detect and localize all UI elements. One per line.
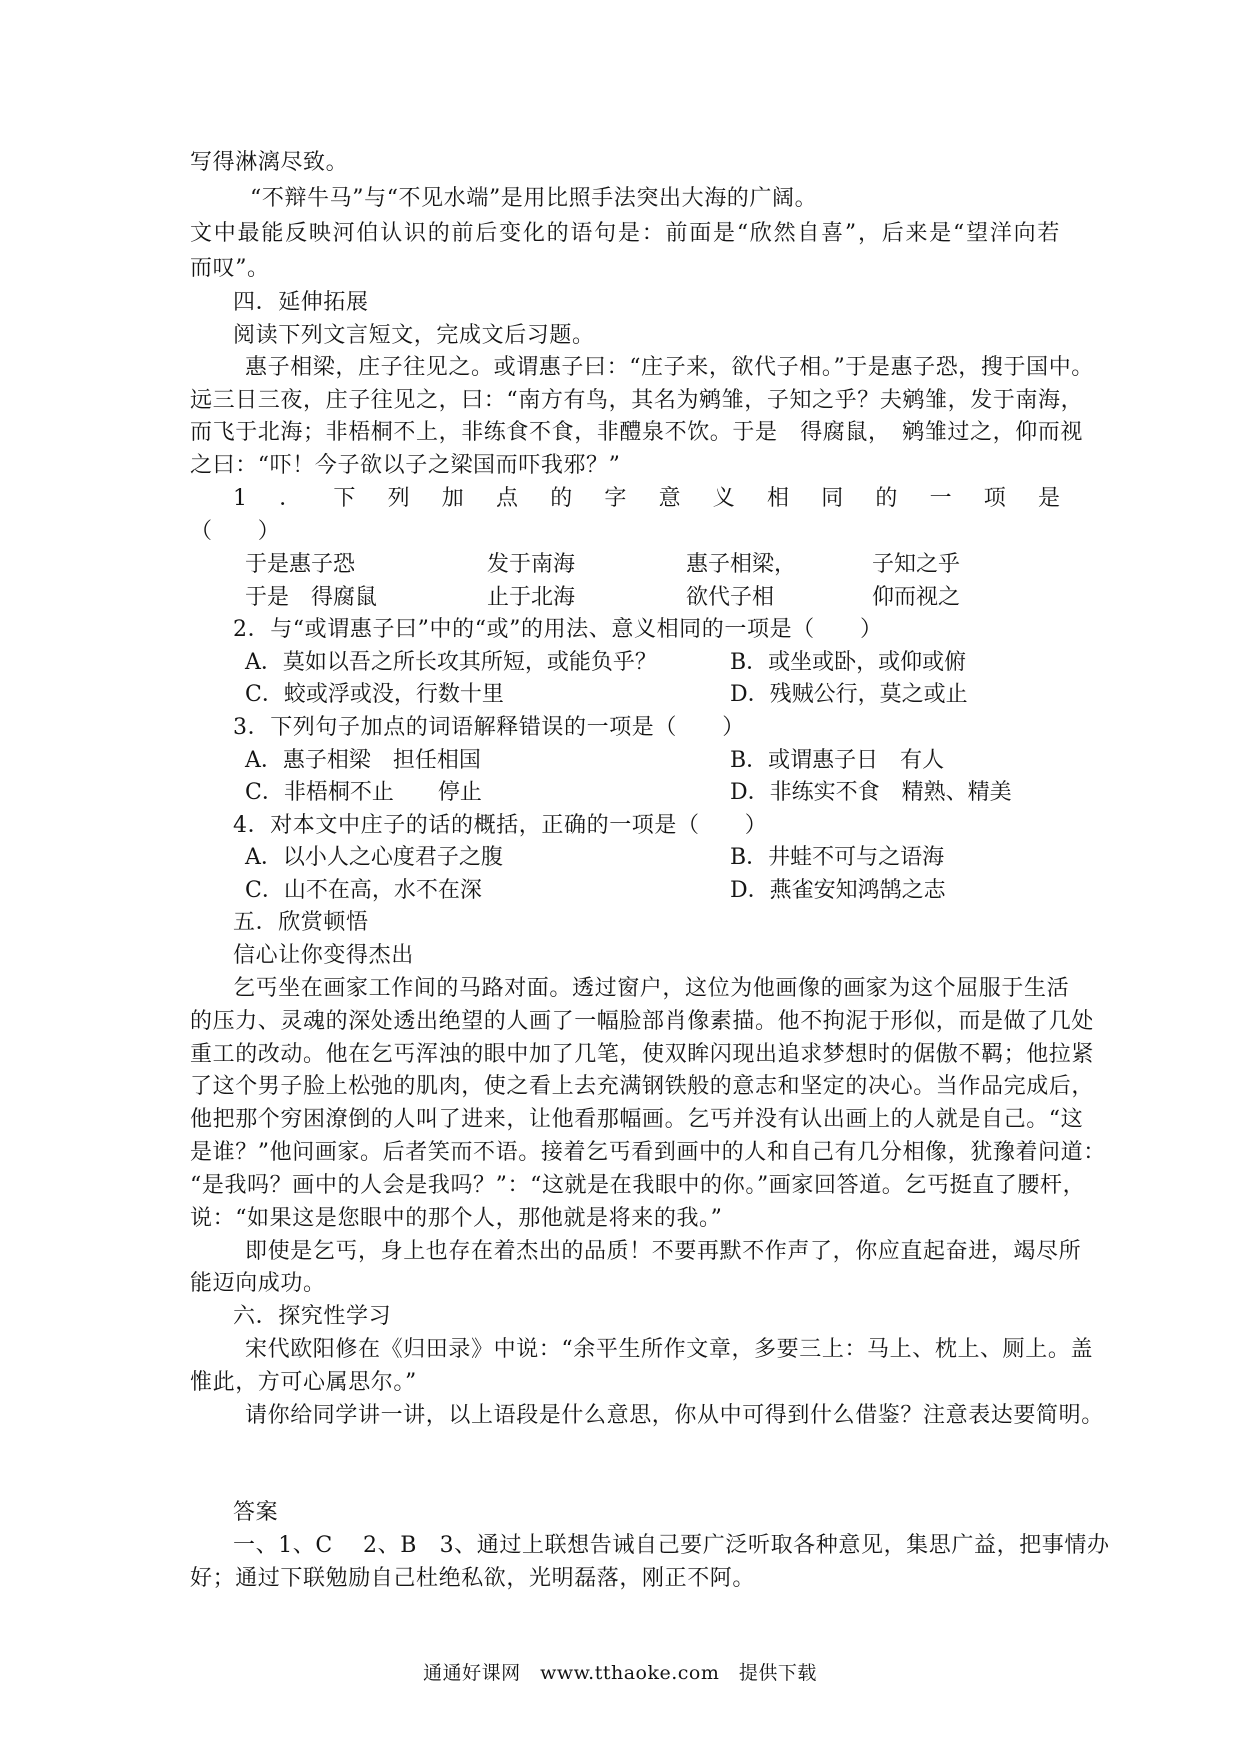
- q2-option-d: D．残贼公行，莫之或止: [730, 682, 968, 707]
- section-heading: 六．探究性学习: [233, 1304, 392, 1329]
- text-line: 乞丐坐在画家工作间的马路对面。透过窗户，这位为他画像的画家为这个屈服于生活: [233, 976, 1070, 1001]
- text-line: 请你给同学讲一讲，以上语段是什么意思，你从中可得到什么借鉴？注意表达要简明。: [245, 1403, 1104, 1428]
- question-3-stem: 3．下列句子加点的词语解释错误的一项是（ ）: [233, 715, 745, 740]
- article-title: 信心让你变得杰出: [233, 943, 414, 968]
- answers-heading: 答案: [233, 1500, 279, 1525]
- page-footer: 通通好课网 www.tthaoke.com 提供下载: [423, 1662, 817, 1684]
- text-line: 宋代欧阳修在《归田录》中说：“余平生所作文章，多要三上：马上、枕上、厕上。盖: [245, 1337, 1094, 1362]
- q1-option: 于是 得腐鼠: [245, 585, 378, 610]
- q1-option: 欲代子相: [686, 585, 775, 610]
- question-4-stem: 4．对本文中庄子的话的概括，正确的一项是（ ）: [233, 813, 768, 838]
- q3-option-c: C．非梧桐不止 停止: [245, 780, 482, 805]
- q2-option-a: A．莫如以吾之所长攻其所短，或能负乎？: [245, 650, 657, 675]
- text-line: 写得淋漓尽致。: [190, 150, 349, 175]
- section-heading: 四．延伸拓展: [233, 290, 369, 315]
- q3-option-a: A．惠子相梁 担任相国: [245, 748, 481, 773]
- q3-option-b: B．或谓惠子日 有人: [730, 748, 945, 773]
- q1-option: 止于北海: [487, 585, 576, 610]
- text-line: 他把那个穷困潦倒的人叫了进来，让他看那幅画。乞丐并没有认出画上的人就是自己。“这: [190, 1107, 1084, 1132]
- q4-option-b: B．井蛙不可与之语海: [730, 845, 945, 870]
- text-line: 是谁？”他问画家。后者笑而不语。接着乞丐看到画中的人和自己有几分相像，犹豫着问道：: [190, 1140, 1106, 1165]
- text-line: 即使是乞丐，身上也存在着杰出的品质！不要再默不作声了，你应直起奋进，竭尽所: [245, 1239, 1082, 1264]
- question-1-stem: 1．下列加点的字意义相同的一项是: [233, 486, 1060, 511]
- q2-option-b: B．或坐或卧，或仰或俯: [730, 650, 967, 675]
- text-line: 惠子相梁，庄子往见之。或谓惠子曰：“庄子来，欲代子相。”于是惠子恐，搜于国中。: [245, 355, 1094, 380]
- text-line: “不辩牛马”与“不见水端”是用比照手法突出大海的广阔。: [250, 186, 818, 211]
- text-line: 的压力、灵魂的深处透出绝望的人画了一幅脸部肖像素描。他不拘泥于形似，而是做了几处: [190, 1009, 1095, 1034]
- text-line: 说：“如果这是您眼中的那个人，那他就是将来的我。”: [190, 1206, 723, 1231]
- q2-option-c: C．蛟或浮或没，行数十里: [245, 682, 504, 707]
- q3-option-d: D．非练实不食 精熟、精美: [730, 780, 1012, 805]
- text-line: 而叹”。: [190, 256, 270, 281]
- text-line: 重工的改动。他在乞丐浑浊的眼中加了几笔，使双眸闪现出追求梦想时的倨傲不羁；他拉紧: [190, 1042, 1095, 1067]
- q4-option-c: C．山不在高，水不在深: [245, 878, 482, 903]
- q1-option: 仰而视之: [872, 585, 961, 610]
- text-line: 而飞于北海；非梧桐不上，非练食不食，非醴泉不饮。于是 得腐鼠， 鹓雏过之，仰而视: [190, 420, 1084, 445]
- text-line: 惟此，方可心属思尔。”: [190, 1370, 417, 1395]
- answer-blank: （ ）: [190, 519, 281, 544]
- q4-option-a: A．以小人之心度君子之腹: [245, 845, 503, 870]
- q1-option: 惠子相梁，: [686, 552, 797, 577]
- text-line: 能迈向成功。: [190, 1271, 326, 1296]
- q4-option-d: D．燕雀安知鸿鹄之志: [730, 878, 946, 903]
- q1-option: 于是惠子恐: [245, 552, 356, 577]
- question-2-stem: 2．与“或谓惠子曰”中的“或”的用法、意义相同的一项是（ ）: [233, 617, 883, 642]
- text-line: “是我吗？画中的人会是我吗？”：“这就是在我眼中的你。”画家回答道。乞丐挺直了腰杆，: [190, 1173, 1086, 1198]
- text-line: 了这个男子脸上松弛的肌肉，使之看上去充满钢铁般的意志和坚定的决心。当作品完成后，: [190, 1074, 1095, 1099]
- text-line: 阅读下列文言短文，完成文后习题。: [233, 323, 595, 348]
- text-line: 远三日三夜，庄子往见之，曰：“南方有鸟，其名为鹓雏，子知之乎？夫鹓雏，发于南海，: [190, 388, 1084, 413]
- text-line: 之曰：“吓！今子欲以子之梁国而吓我邪？”: [190, 453, 621, 478]
- text-line: 好；通过下联勉励自己杜绝私欲，光明磊落，刚正不阿。: [190, 1566, 756, 1591]
- q1-option: 发于南海: [487, 552, 576, 577]
- section-heading: 五．欣赏顿悟: [233, 910, 369, 935]
- q1-option: 子知之乎: [872, 552, 961, 577]
- text-line: 一、1、C 2、B 3、通过上联想告诫自己要广泛听取各种意见，集思广益，把事情办: [233, 1533, 1110, 1558]
- text-line: 文中最能反映河伯认识的前后变化的语句是：前面是“欣然自喜”，后来是“望洋向若: [190, 221, 1060, 246]
